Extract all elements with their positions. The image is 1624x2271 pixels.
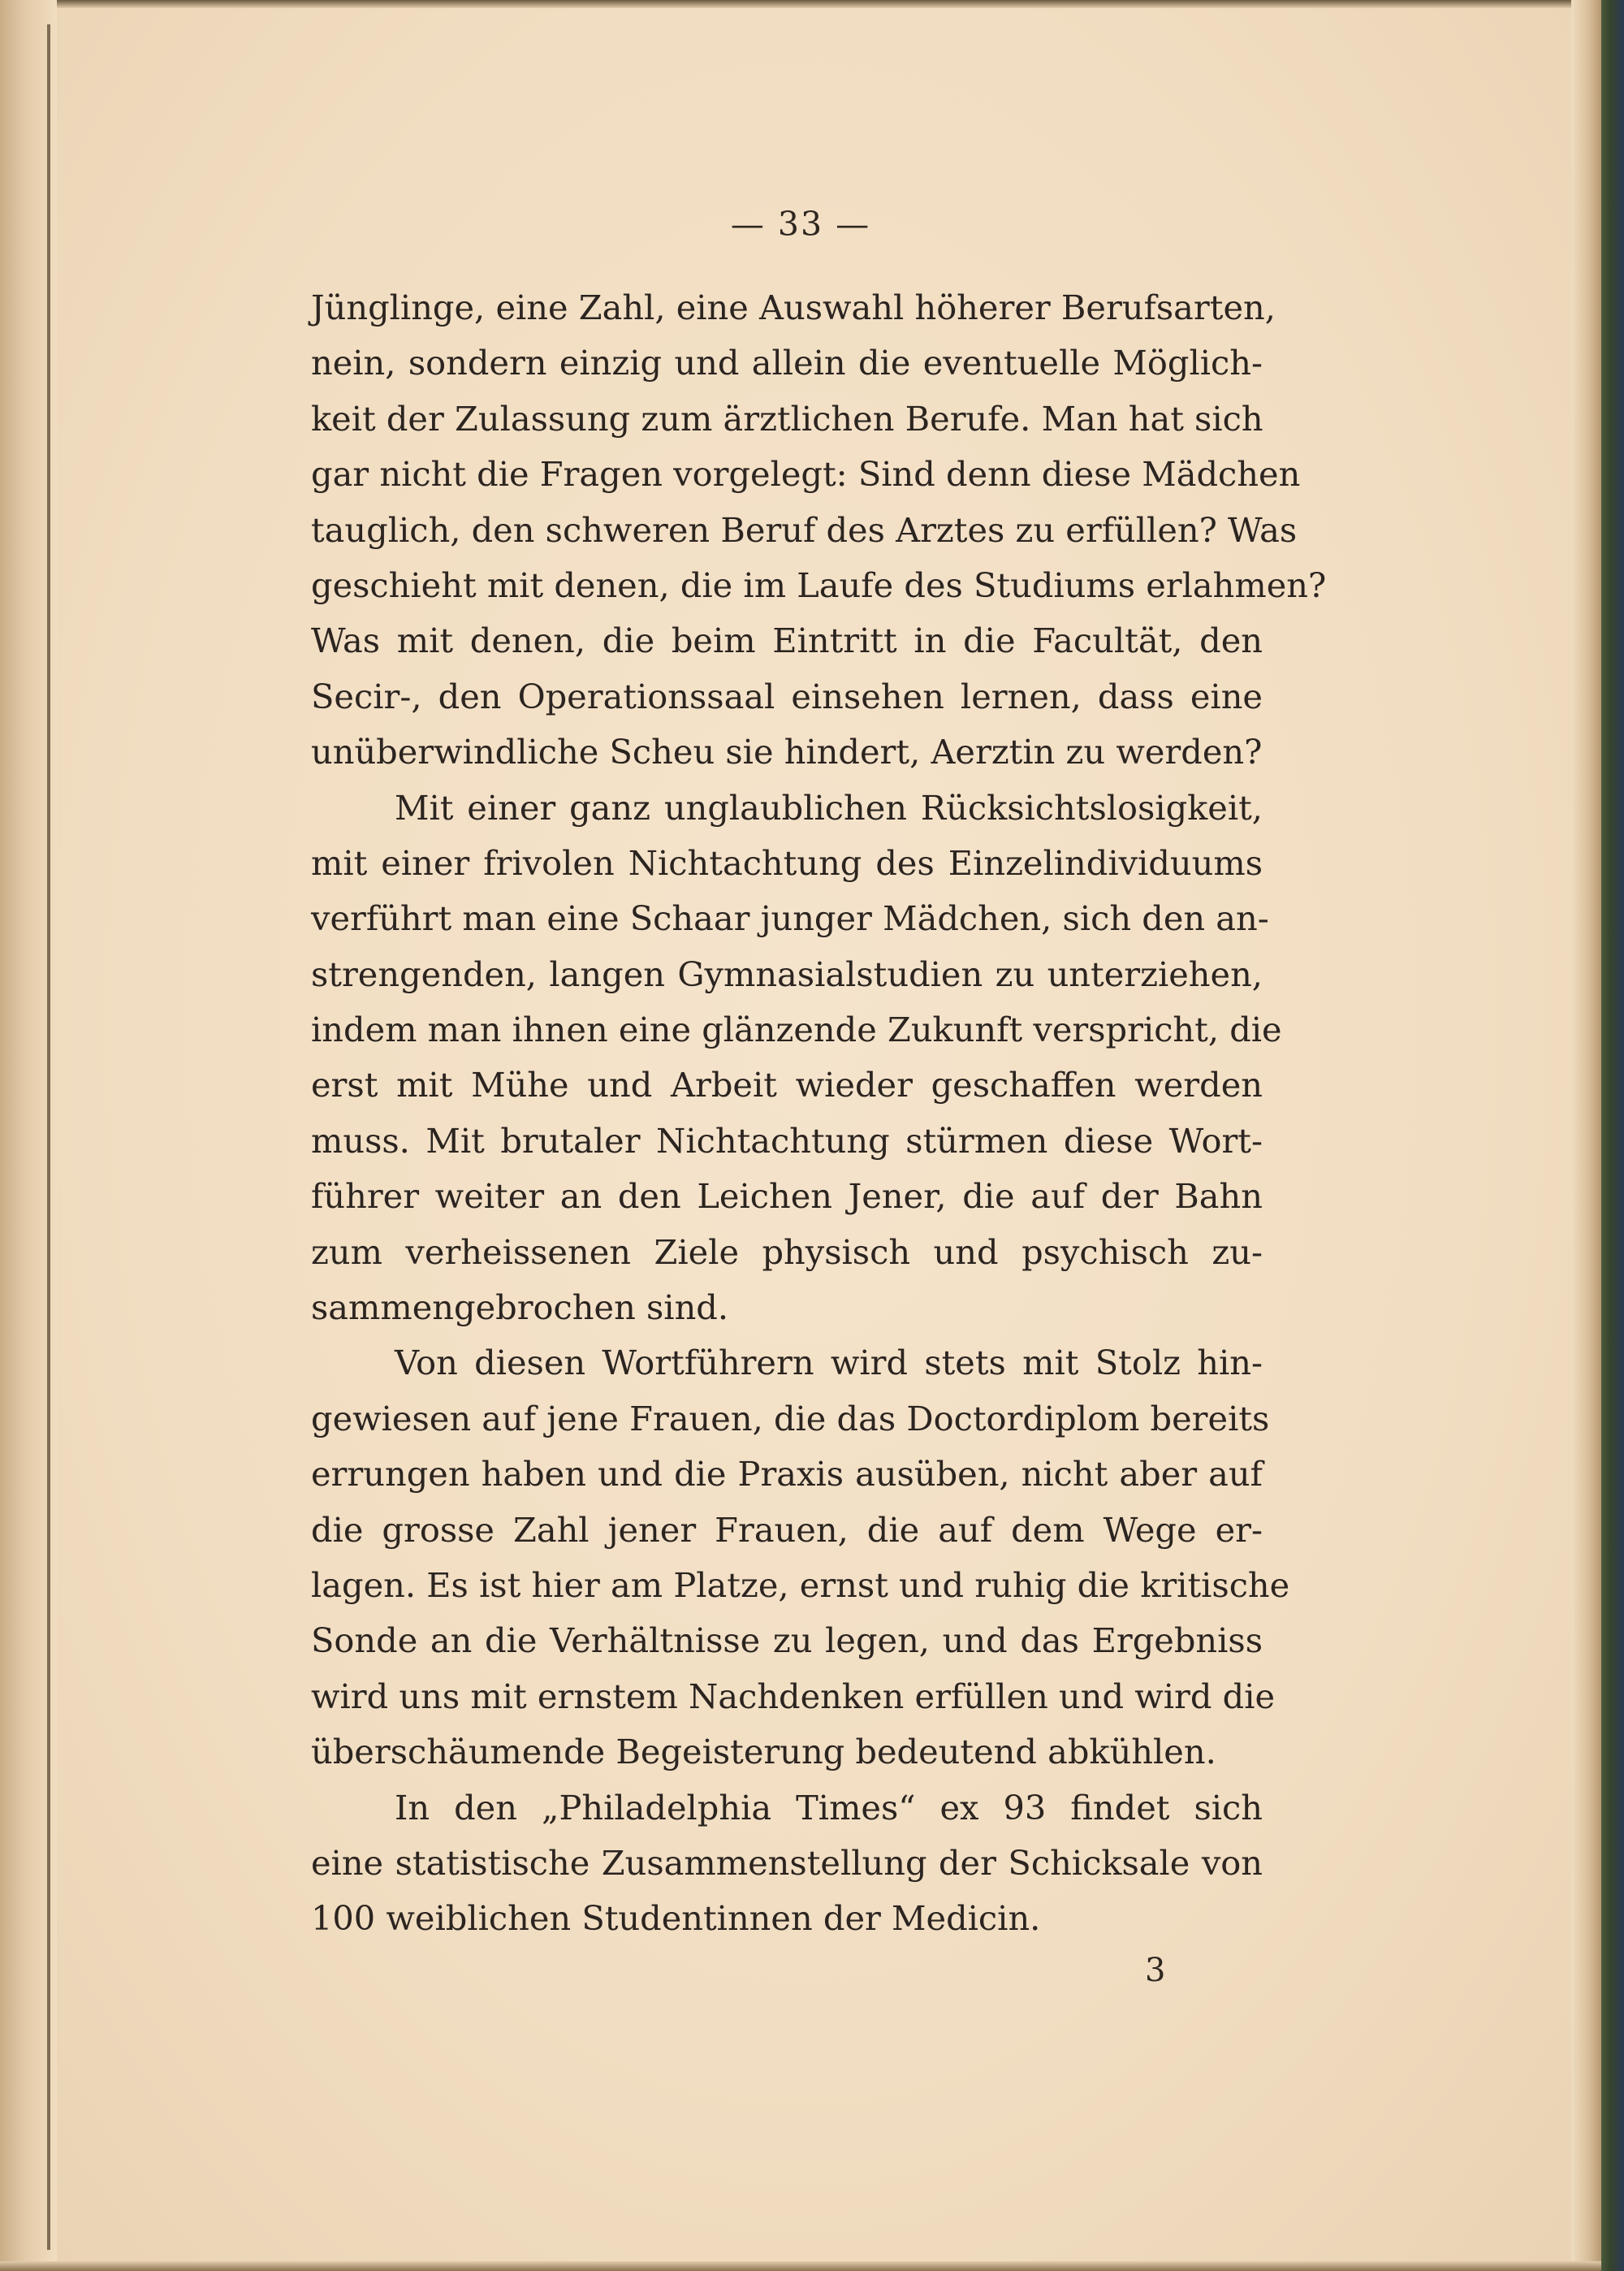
text-line: nein, sondern einzig und allein die eventuelle Möglich- xyxy=(311,343,1263,383)
paragraph-3 xyxy=(311,1335,1290,1780)
text-line: führer weiter an den Leichen Jener, die auf der Bahn xyxy=(311,1176,1263,1217)
paragraph-4 xyxy=(311,1780,1263,1947)
text-line: strengenden, langen Gymnasialstudien zu unterziehen, xyxy=(311,954,1263,994)
text-line: gar nicht die Fragen vorgelegt: Sind denn diese Mädchen xyxy=(311,454,1301,495)
text-line: die grosse Zahl jener Frauen, die auf dem Wege er- xyxy=(311,1509,1263,1550)
signature-mark: 3 xyxy=(1145,1952,1166,1989)
text-line: eine statistische Zusammenstellung der Schicksale von xyxy=(311,1842,1263,1883)
text-line: 100 weiblichen Studentinnen der Medicin. xyxy=(311,1898,1041,1939)
text-line: indem man ihnen eine glänzende Zukunft verspricht, die xyxy=(311,1010,1282,1050)
text-line: muss. Mit brutaler Nichtachtung stürmen diese Wort- xyxy=(311,1120,1263,1161)
text-line: gewiesen auf jene Frauen, die das Doctordiplom bereits xyxy=(311,1398,1270,1438)
text-line: Mit einer ganz unglaublichen Rücksichtslosigkeit, xyxy=(395,787,1263,828)
page-bottom-edge xyxy=(0,2261,1601,2271)
text-line: In den „Philadelphia Times“ ex 93 findet sich xyxy=(395,1787,1263,1828)
text-line: zum verheissenen Ziele physisch und psychisch zu- xyxy=(311,1231,1263,1272)
body-text xyxy=(311,280,1327,1947)
text-line: Von diesen Wortführern wird stets mit Stolz hin- xyxy=(395,1343,1263,1383)
page-right-edge xyxy=(1571,0,1601,2271)
text-line: Was mit denen, die beim Eintritt in die Facultät, den xyxy=(311,621,1263,661)
text-line: verführt man eine Schaar junger Mädchen, sich den an- xyxy=(311,898,1269,939)
book-cover-edge xyxy=(1601,0,1624,2271)
text-line: geschieht mit denen, die im Laufe des Studiums erlahmen? xyxy=(311,565,1327,605)
paragraph-2 xyxy=(311,781,1282,1336)
text-line: Sonde an die Verhältnisse zu legen, und das Ergebniss xyxy=(311,1620,1263,1661)
text-line: lagen. Es ist hier am Platze, ernst und ruhig die kritische xyxy=(311,1564,1290,1605)
text-line: Secir-, den Operationssaal einsehen lernen, dass eine xyxy=(311,676,1263,716)
page-top-edge xyxy=(0,0,1601,8)
text-line: sammengebrochen sind. xyxy=(311,1287,729,1328)
binding-line xyxy=(47,24,50,2250)
text-line: erst mit Mühe und Arbeit wieder geschaffen werden xyxy=(311,1065,1263,1105)
text-line: unüberwindliche Scheu sie hindert, Aerztin zu werden? xyxy=(311,732,1263,772)
text-line: tauglich, den schweren Beruf des Arztes zu erfüllen? Was xyxy=(311,509,1298,550)
text-line: keit der Zulassung zum ärztlichen Berufe. Man hat sich xyxy=(311,398,1263,439)
text-line: überschäumende Begeisterung bedeutend abkühlen. xyxy=(311,1732,1216,1772)
text-line: errungen haben und die Praxis ausüben, nicht aber auf xyxy=(311,1454,1263,1495)
page-number: — 33 — xyxy=(730,205,871,244)
text-line: Jünglinge, eine Zahl, eine Auswahl höherer Berufsarten, xyxy=(311,288,1276,327)
text-line: wird uns mit ernstem Nachdenken erfüllen und wird die xyxy=(311,1676,1276,1716)
paragraph-1 xyxy=(311,280,1327,781)
text-line: mit einer frivolen Nichtachtung des Einzelindividuums xyxy=(311,842,1263,883)
